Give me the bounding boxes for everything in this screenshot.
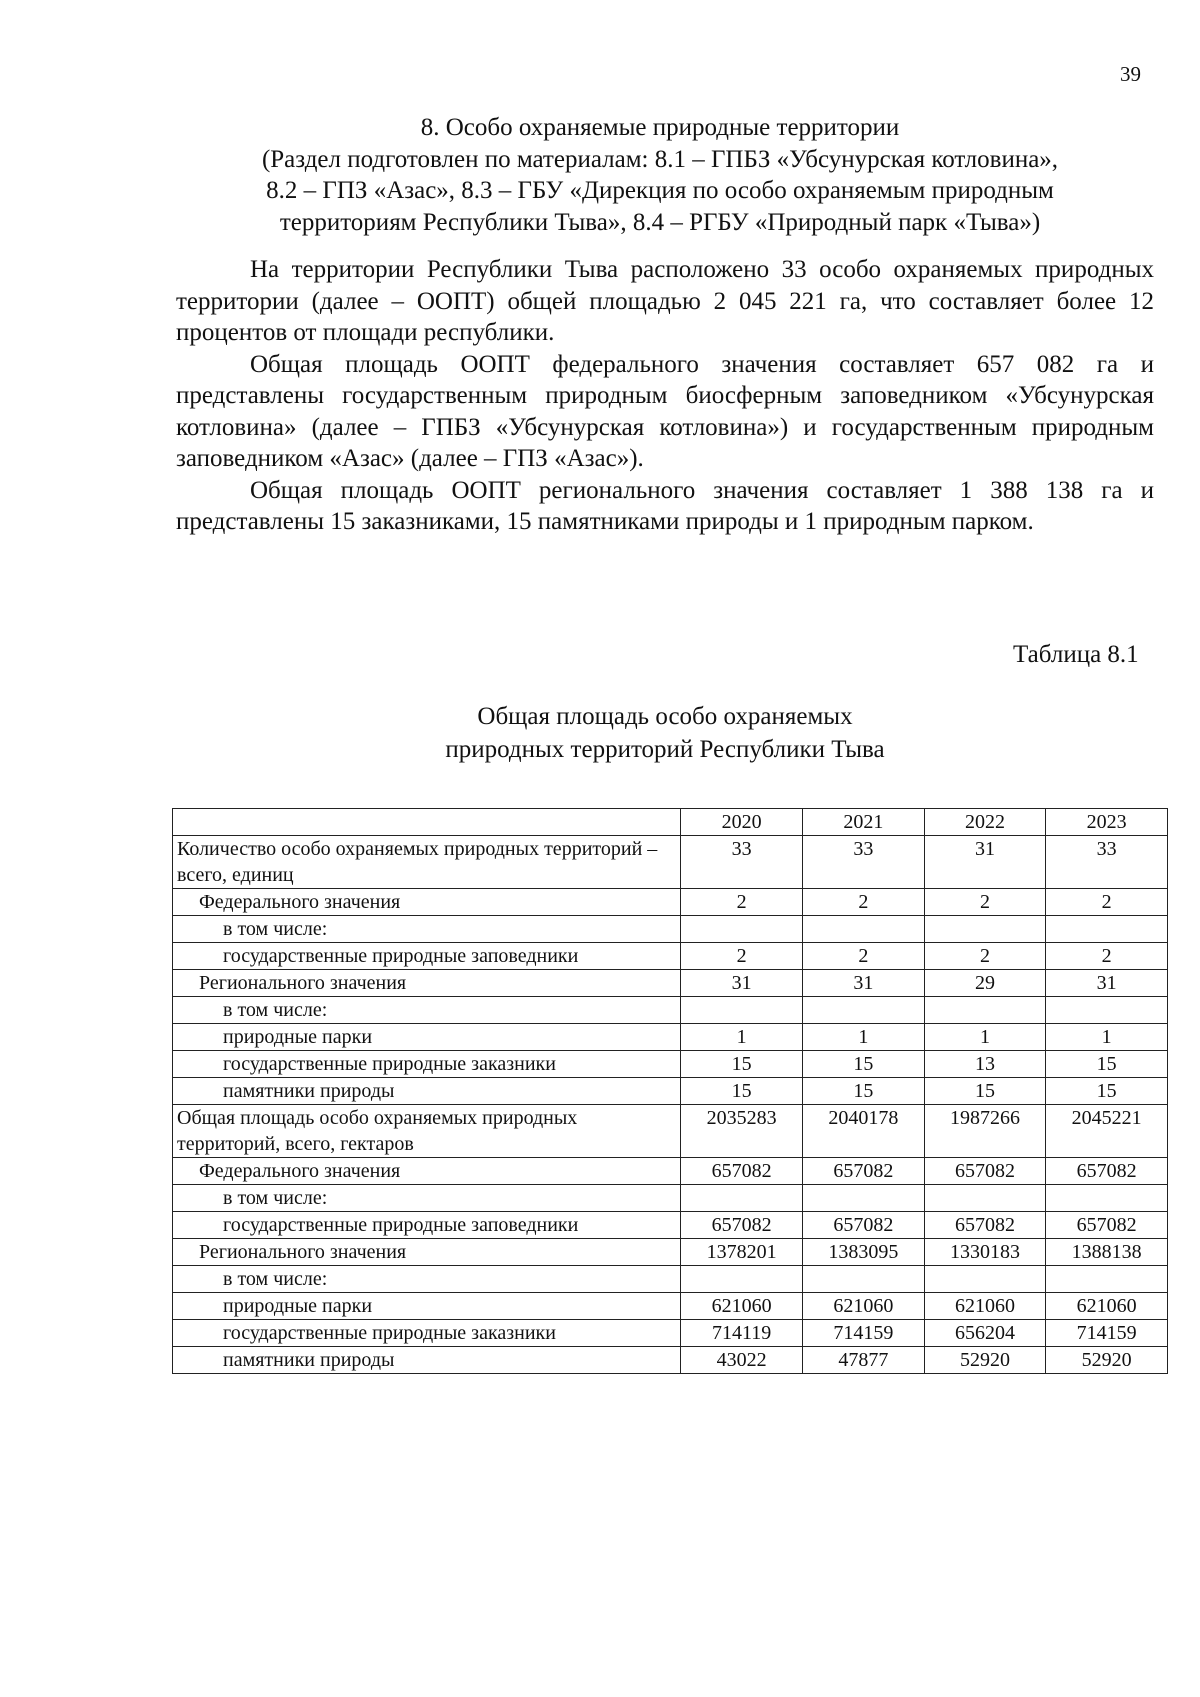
cell-value: 52920 <box>1046 1347 1168 1374</box>
table-row <box>173 889 1168 916</box>
cell-value: 1 <box>681 1024 803 1051</box>
row-label: природные парки <box>173 1293 681 1320</box>
cell-value: 657082 <box>681 1212 803 1239</box>
cell-value: 2 <box>1046 943 1168 970</box>
cell-value: 2 <box>802 943 924 970</box>
cell-value: 52920 <box>924 1347 1046 1374</box>
cell-value: 15 <box>681 1078 803 1105</box>
table-row <box>173 1239 1168 1266</box>
row-label: в том числе: <box>173 916 681 943</box>
cell-value: 2040178 <box>802 1105 924 1158</box>
cell-value: 657082 <box>924 1212 1046 1239</box>
heading-line-2: (Раздел подготовлен по материалам: 8.1 – ГПБЗ «Убсунурская котловина», <box>261 145 1059 173</box>
cell-value: 15 <box>924 1078 1046 1105</box>
cell-value <box>924 997 1046 1024</box>
cell-value <box>681 916 803 943</box>
heading-line-1: 8. Особо охраняемые природные территории <box>420 114 900 141</box>
page-number: 39 <box>1120 62 1141 86</box>
row-label: в том числе: <box>173 997 681 1024</box>
cell-value: 2 <box>681 889 803 916</box>
cell-value <box>802 1266 924 1293</box>
cell-value: 47877 <box>802 1347 924 1374</box>
cell-value: 2 <box>681 943 803 970</box>
cell-value <box>1046 916 1168 943</box>
table-row <box>173 1266 1168 1293</box>
table-row <box>173 916 1168 943</box>
cell-value: 1378201 <box>681 1239 803 1266</box>
cell-value: 621060 <box>681 1293 803 1320</box>
table-title-line-1: Общая площадь особо охраняемых <box>477 703 853 730</box>
table-row <box>173 1158 1168 1185</box>
cell-value <box>924 1266 1046 1293</box>
row-label: Регионального значения <box>173 970 681 997</box>
section-heading <box>160 112 1160 238</box>
oopt-area-table <box>172 808 1168 1374</box>
table-title-line-2: природных территорий Республики Тыва <box>445 736 885 763</box>
cell-value: 714159 <box>1046 1320 1168 1347</box>
cell-value: 31 <box>681 970 803 997</box>
table-row <box>173 943 1168 970</box>
row-label: государственные природные заказники <box>173 1051 681 1078</box>
cell-value <box>1046 1185 1168 1212</box>
cell-value <box>1046 997 1168 1024</box>
cell-value: 43022 <box>681 1347 803 1374</box>
cell-value: 714119 <box>681 1320 803 1347</box>
year-header: 2023 <box>1046 809 1168 836</box>
cell-value <box>681 1266 803 1293</box>
cell-value: 1 <box>924 1024 1046 1051</box>
cell-value: 657082 <box>1046 1158 1168 1185</box>
heading-line-4: территориям Республики Тыва», 8.4 – РГБУ «Природный парк «Тыва») <box>279 208 1041 236</box>
table-row <box>173 1320 1168 1347</box>
cell-value: 2035283 <box>681 1105 803 1158</box>
cell-value: 657082 <box>681 1158 803 1185</box>
cell-value: 656204 <box>924 1320 1046 1347</box>
cell-value: 1 <box>802 1024 924 1051</box>
table-row <box>173 1293 1168 1320</box>
cell-value: 33 <box>681 836 803 889</box>
cell-value: 15 <box>802 1078 924 1105</box>
cell-value: 657082 <box>1046 1212 1168 1239</box>
row-label: Общая площадь особо охраняемых природных территорий, всего, гектаров <box>173 1105 681 1158</box>
cell-value: 657082 <box>802 1212 924 1239</box>
cell-value: 2 <box>802 889 924 916</box>
row-label: государственные природные заповедники <box>173 943 681 970</box>
row-label: государственные природные заказники <box>173 1320 681 1347</box>
cell-value <box>1046 1266 1168 1293</box>
table-row <box>173 1078 1168 1105</box>
row-label: природные парки <box>173 1024 681 1051</box>
cell-value: 31 <box>1046 970 1168 997</box>
cell-value: 15 <box>681 1051 803 1078</box>
paragraph-2: Общая площадь ООПТ федерального значения составляет 657 082 га и представлены государственным природным биосферным заповедником «Убсунурская котловина» (далее – ГПБЗ «Убсунурская котловина») и государственным природным заповедником «Азас» (далее – ГПЗ «Азас»). <box>176 350 1154 472</box>
cell-value: 2045221 <box>1046 1105 1168 1158</box>
body-text <box>176 254 1154 538</box>
table-row <box>173 1051 1168 1078</box>
cell-value: 621060 <box>802 1293 924 1320</box>
cell-value: 13 <box>924 1051 1046 1078</box>
row-label: памятники природы <box>173 1347 681 1374</box>
cell-value: 15 <box>802 1051 924 1078</box>
row-label: в том числе: <box>173 1266 681 1293</box>
cell-value: 621060 <box>924 1293 1046 1320</box>
row-label: Регионального значения <box>173 1239 681 1266</box>
cell-value: 1987266 <box>924 1105 1046 1158</box>
cell-value: 714159 <box>802 1320 924 1347</box>
cell-value: 1388138 <box>1046 1239 1168 1266</box>
row-label: Федерального значения <box>173 889 681 916</box>
cell-value <box>924 1185 1046 1212</box>
cell-value: 621060 <box>1046 1293 1168 1320</box>
paragraph-3: Общая площадь ООПТ регионального значения составляет 1 388 138 га и представлены 15 заказниками, 15 памятниками природы и 1 природным парком. <box>176 476 1154 535</box>
year-header: 2022 <box>924 809 1046 836</box>
cell-value: 33 <box>1046 836 1168 889</box>
table-row <box>173 836 1168 889</box>
row-label: Федерального значения <box>173 1158 681 1185</box>
cell-value: 2 <box>924 943 1046 970</box>
cell-value: 33 <box>802 836 924 889</box>
table-title <box>290 700 1040 766</box>
cell-value: 2 <box>924 889 1046 916</box>
cell-value <box>681 997 803 1024</box>
table-header-row <box>173 809 1168 836</box>
cell-value: 31 <box>802 970 924 997</box>
table-row <box>173 970 1168 997</box>
cell-value <box>802 997 924 1024</box>
cell-value: 657082 <box>802 1158 924 1185</box>
table-row <box>173 1347 1168 1374</box>
header-empty-cell <box>173 809 681 836</box>
year-header: 2021 <box>802 809 924 836</box>
cell-value: 1 <box>1046 1024 1168 1051</box>
cell-value <box>802 1185 924 1212</box>
cell-value <box>802 916 924 943</box>
cell-value: 1383095 <box>802 1239 924 1266</box>
cell-value <box>924 916 1046 943</box>
table-label: Таблица 8.1 <box>1013 641 1139 668</box>
row-label: в том числе: <box>173 1185 681 1212</box>
heading-line-3: 8.2 – ГПЗ «Азас», 8.3 – ГБУ «Дирекция по особо охраняемым природным <box>266 177 1054 204</box>
cell-value: 1330183 <box>924 1239 1046 1266</box>
cell-value: 31 <box>924 836 1046 889</box>
table-row <box>173 997 1168 1024</box>
cell-value <box>681 1185 803 1212</box>
cell-value: 29 <box>924 970 1046 997</box>
table-row <box>173 1024 1168 1051</box>
row-label: Количество особо охраняемых природных территорий – всего, единиц <box>173 836 681 889</box>
table-row <box>173 1105 1168 1158</box>
cell-value: 15 <box>1046 1051 1168 1078</box>
table-row <box>173 1185 1168 1212</box>
cell-value: 2 <box>1046 889 1168 916</box>
paragraph-1: На территории Республики Тыва расположено 33 особо охраняемых природных территории (далее – ООПТ) общей площадью 2 045 221 га, что составляет более 12 процентов от площади республики. <box>176 256 1154 346</box>
row-label: государственные природные заповедники <box>173 1212 681 1239</box>
row-label: памятники природы <box>173 1078 681 1105</box>
table-row <box>173 1212 1168 1239</box>
year-header: 2020 <box>681 809 803 836</box>
cell-value: 657082 <box>924 1158 1046 1185</box>
cell-value: 15 <box>1046 1078 1168 1105</box>
